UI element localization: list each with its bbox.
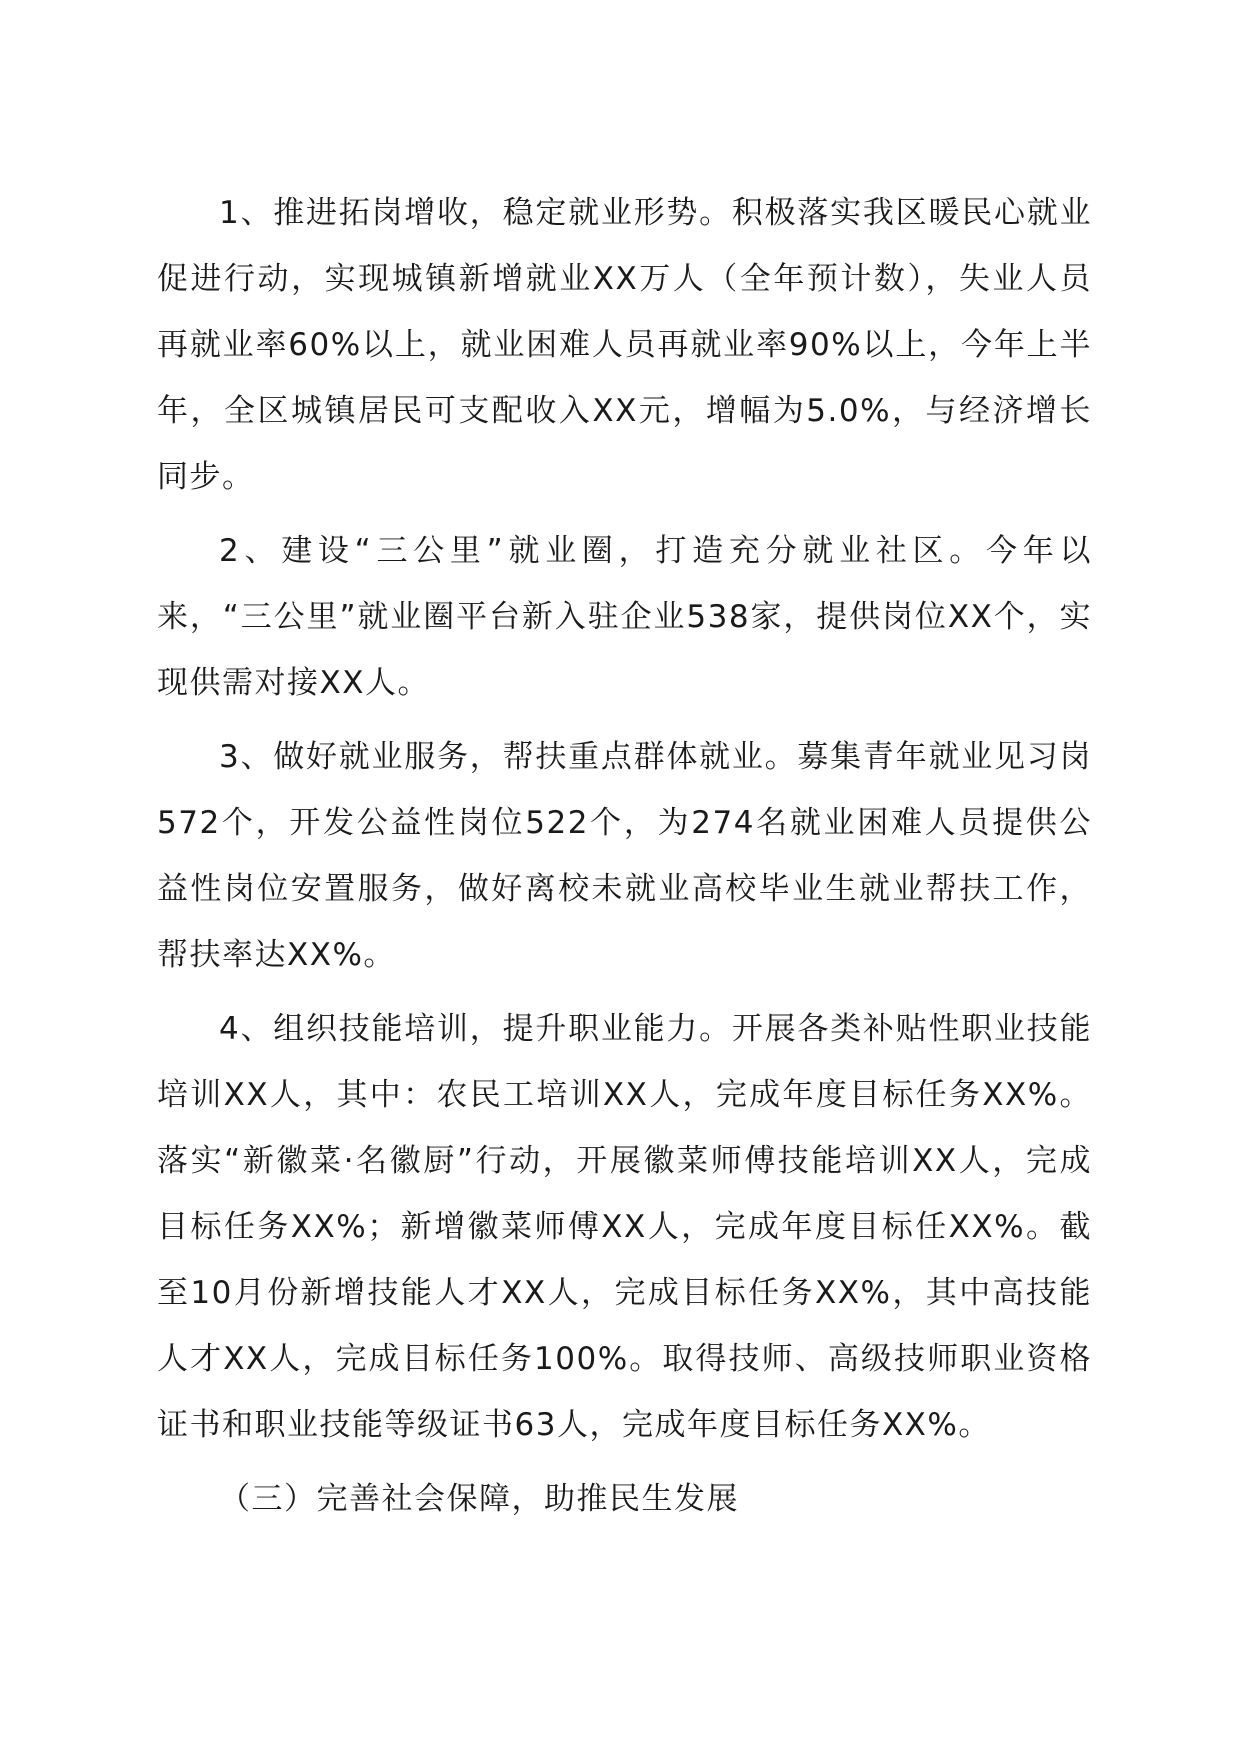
paragraph-skills-training: 4、组织技能培训，提升职业能力。开展各类补贴性职业技能培训XX人，其中：农民工培训XX人，完成年度目标任务XX%。落实“新徽菜·名徽厨”行动，开展徽菜师傅技能培训XX人，完成目标任务XX%；新增徽菜师傅XX人，完成年度目标任XX%。截至10月份新增技能人才XX人，完成目标任务XX%，其中高技能人才XX人，完成目标任务100%。取得技师、高级技师职业资格证书和职业技能等级证书63人，完成年度目标任务XX%。: [157, 1011, 1092, 1443]
document-body: [157, 180, 1092, 1532]
paragraph-employment-income: 1、推进拓岗增收，稳定就业形势。积极落实我区暖民心就业促进行动，实现城镇新增就业XX万人（全年预计数），失业人员再就业率60%以上，就业困难人员再就业率90%以上，今年上半年，全区城镇居民可支配收入XX元，增幅为5.0%，与经济增长同步。: [157, 195, 1092, 495]
paragraph-employment-services: 3、做好就业服务，帮扶重点群体就业。募集青年就业见习岗572个，开发公益性岗位522个，为274名就业困难人员提供公益性岗位安置服务，做好离校未就业高校毕业生就业帮扶工作，帮扶率达XX%。: [157, 739, 1092, 973]
section-heading-social-security: （三）完善社会保障，助推民生发展: [219, 1481, 739, 1517]
paragraph-three-km-employment-circle: 2、建设“三公里”就业圈，打造充分就业社区。今年以来，“三公里”就业圈平台新入驻企业538家，提供岗位XX个，实现供需对接XX人。: [157, 533, 1092, 701]
